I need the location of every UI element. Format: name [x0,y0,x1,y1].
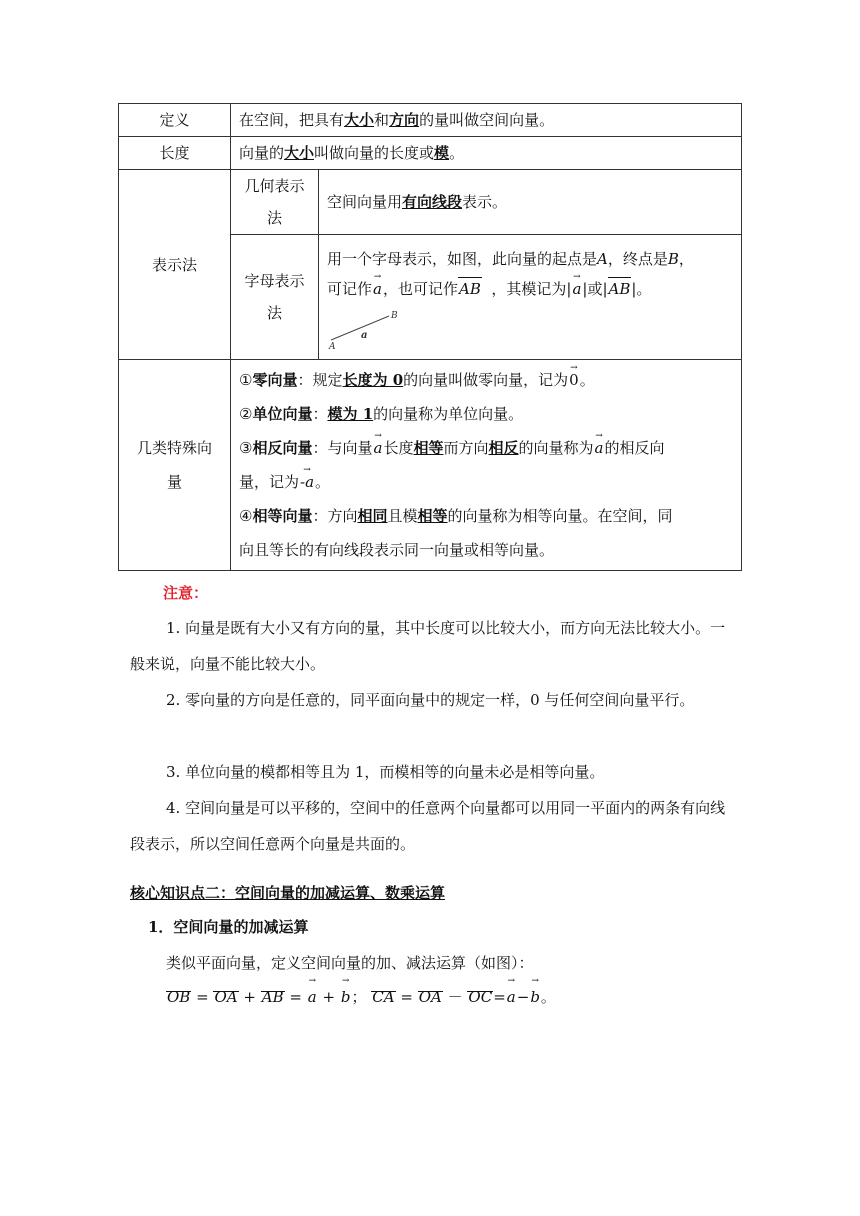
term: 零向量 [252,371,298,389]
vector-a: → a [594,431,605,465]
vector-oa: OA [418,988,442,1006]
text: ，终点是 [607,250,668,268]
text: 且模 [387,507,418,525]
text: |或| [582,280,608,298]
item-zero-vector [239,363,733,397]
text: ： [312,405,328,423]
item-equal-vector [239,499,733,567]
text: 向且等长的有向线段表示同一向量或相等向量。 [239,541,555,559]
keyword: 相等 [413,439,444,457]
label-definition: 定义 [119,104,231,137]
text: ③ [239,439,253,457]
negative-vector-a: → -a [299,465,315,499]
item-unit-vector [239,397,733,431]
text: ② [239,405,253,423]
keyword: 相同 [357,507,388,525]
label-representation: 表示法 [119,170,231,360]
label-letter [231,235,319,360]
keyword-modulus: 模 [434,144,450,162]
term: 单位向量 [252,405,313,423]
text: ：规定 [297,371,343,389]
text: 叫做向量的长度或 [314,144,435,162]
definition-text [231,104,742,137]
section-heading: 核心知识点二：空间向量的加减运算、数乘运算 [130,884,446,902]
vector-ob: OB [167,988,191,1006]
row-length [119,137,742,170]
text: ：与向量 [312,439,373,457]
period: 。 [540,988,556,1006]
keyword: 模为 1 [327,405,374,423]
text: 和 [374,111,390,129]
text: 空间向量用 [327,193,403,211]
text: |。 [631,280,652,298]
equals-sign: = [196,988,209,1006]
vector-ca: CA [372,988,395,1006]
text: 的相反向 [604,439,665,457]
vector-b: → b [340,988,352,1006]
keyword-direction: 方向 [389,111,420,129]
text: 而方向 [443,439,489,457]
vector-ab: AB [608,274,632,304]
text: 的量叫做空间向量。 [419,111,555,129]
text: 量，记为 [239,473,300,491]
vector-a: → a [506,988,517,1006]
keyword-size: 大小 [344,111,375,129]
text: 法 [266,304,282,322]
text: 量 [166,473,182,491]
row-definition [119,104,742,137]
row-special-vectors [119,360,742,571]
note-4: 4. 空间向量是可以平移的，空间中的任意两个向量都可以用同一平面内的两条有向线段表示，所以空间任意两个向量是共面的。 [130,799,726,853]
vector-ab: AB [261,988,284,1006]
equals-sign: = [289,988,302,1006]
label-length: 长度 [119,137,231,170]
term: 相反向量 [252,439,313,457]
vector-a: → a [372,431,383,465]
vector-ab: AB [458,274,482,304]
vector-a: → a [571,274,582,304]
text: ，也可记作 [382,280,458,298]
plus-sign: + [243,988,256,1006]
equals-sign: = [493,988,506,1006]
text: 长度 [383,439,414,457]
text: ，其模记为| [491,280,572,298]
semicolon: ； [351,988,367,1006]
keyword: 长度为 0 [342,371,404,389]
text: ④ [239,507,253,525]
minus-sign: － [447,988,463,1006]
text: 。 [579,371,595,389]
row-representation-geometric [119,170,742,235]
text: 。 [315,473,331,491]
geometric-text [319,170,742,235]
keyword: 相反 [488,439,519,457]
vector-oa: OA [214,988,238,1006]
length-text [231,137,742,170]
vector-figure [327,306,407,350]
plus-sign: + [322,988,336,1006]
vector-b: → b [529,988,541,1006]
point-b: B [667,250,679,268]
figure-label-a: A [329,342,336,350]
text: 表示。 [462,193,508,211]
vector-a: → a [307,988,318,1006]
note-title: 注意： [163,584,209,602]
letter-line-2 [327,274,733,304]
text: ① [239,371,253,389]
text: 在空间，把具有 [239,111,345,129]
note-1: 1. 向量是既有大小又有方向的量，其中长度可以比较大小，而方向无法比较大小。一般来说，向量不能比较大小。 [130,619,726,673]
formula-line [166,986,556,1007]
text: 向量的 [239,144,285,162]
note-2: 2. 零向量的方向是任意的，同平面向量中的规定一样，0 与任何空间向量平行。 [166,691,695,709]
text: 用一个字母表示，如图，此向量的起点是 [327,250,598,268]
zero-vector: → 0 [568,363,580,397]
text: 的向量称为相等向量。在空间，同 [447,507,673,525]
item-opposite-vector [239,431,733,499]
text: 的向量称为 [518,439,594,457]
point-a: A [597,250,608,268]
letter-text [319,235,742,360]
note-3: 3. 单位向量的模都相等且为 1，而模相等的向量未必是相等向量。 [166,763,605,781]
label-special-vectors [119,360,231,571]
text: 的向量称为单位向量。 [373,405,524,423]
text: 字母表示 [244,272,305,290]
keyword: 相等 [417,507,448,525]
letter-line-1 [327,244,733,274]
text: 的向量叫做零向量，记为 [403,371,569,389]
minus-sign: − [516,988,530,1006]
text: 几何表示 [244,177,305,195]
text: 。 [449,144,465,162]
text: 几类特殊向 [136,439,212,457]
figure-label-vector: a [361,330,368,341]
keyword-size: 大小 [284,144,315,162]
intro-text: 类似平面向量，定义空间向量的加、减法运算（如图）： [166,954,534,972]
text: ：方向 [312,507,358,525]
equals-sign: = [400,988,413,1006]
text: ， [678,250,694,268]
term: 相等向量 [252,507,313,525]
keyword-directed-segment: 有向线段 [402,193,463,211]
special-vectors-text [231,360,742,571]
text: 法 [266,209,282,227]
figure-label-b: B [391,311,398,321]
subsection-heading: 1．空间向量的加减运算 [148,918,309,936]
vector-oc: OC [468,988,493,1006]
vector-a: → a [372,274,383,304]
label-geometric [231,170,319,235]
text: 可记作 [327,280,373,298]
knowledge-table [118,103,742,571]
